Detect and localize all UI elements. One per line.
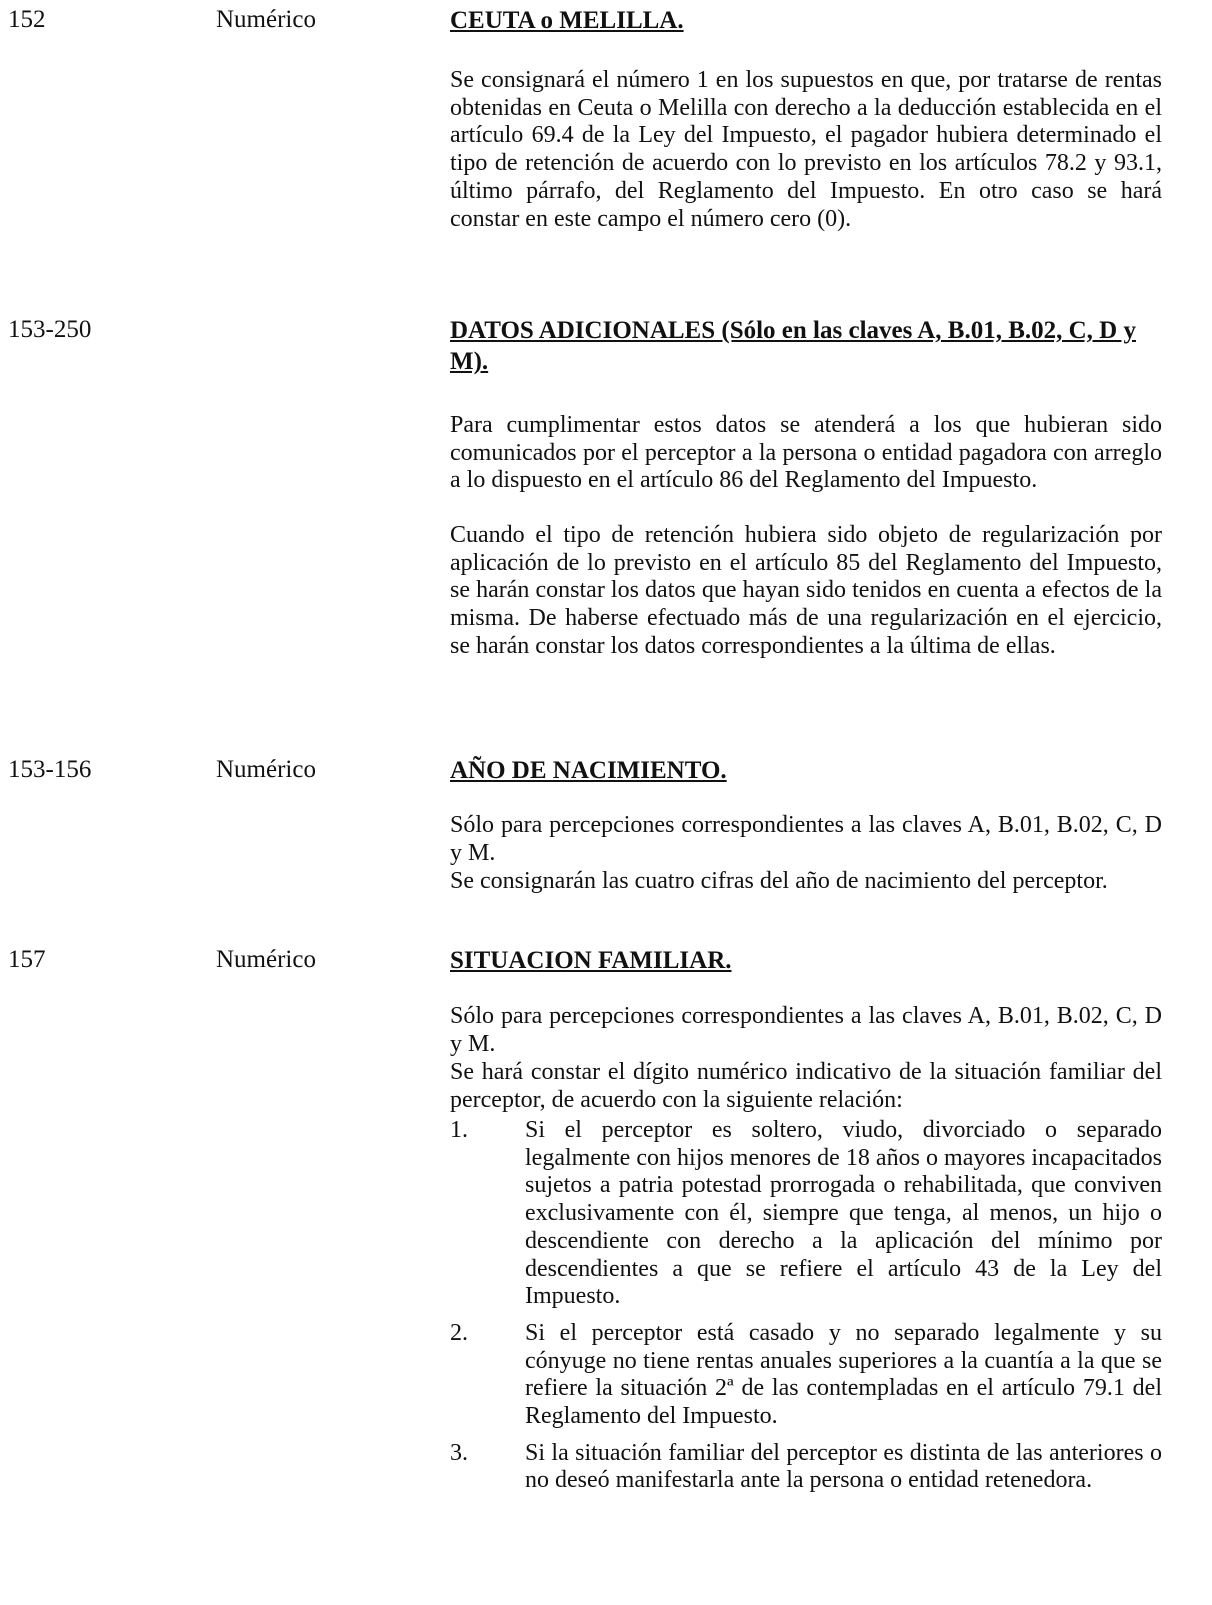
list-number: 1. (450, 1117, 468, 1143)
section-heading: AÑO DE NACIMIENTO. (450, 757, 727, 784)
paragraph: Cuando el tipo de retención hubiera sido objeto de regularización por aplicación de lo previsto en el artículo 85 del Reglamento del Impuesto, se harán constar los datos que hayan sido tenidos en cuenta a efectos de la misma. De haberse efectuado más de una regularización en el ejercicio, se harán constar los datos correspondientes a la última de ellas. (450, 522, 1162, 659)
field-type: Numérico (216, 756, 316, 783)
situation-list (450, 1117, 1162, 1504)
field-position: 153-250 (8, 316, 92, 343)
paragraph: Se consignará el número 1 en los supuestos en que, por tratarse de rentas obtenidas en Ceuta o Melilla con derecho a la deducción establecida en el artículo 69.4 de la Ley del Impuesto, el pagador hubiera determinado el tipo de retención de acuerdo con lo previsto en los artículos 78.2 y 93.1, último párrafo, del Reglamento del Impuesto. En otro caso se hará constar en este campo el número cero (0). (450, 67, 1162, 232)
field-type: Numérico (216, 6, 316, 33)
paragraph: Se hará constar el dígito numérico indicativo de la situación familiar del perceptor, de acuerdo con la siguiente relación: (450, 1059, 1162, 1113)
list-number: 3. (450, 1439, 468, 1466)
paragraph: Sólo para percepciones correspondientes a las claves A, B.01, B.02, C, D y M. (450, 812, 1162, 866)
section-heading: CEUTA o MELILLA. (450, 7, 684, 34)
list-item (450, 1320, 1162, 1431)
list-text: Si el perceptor está casado y no separado legalmente y su cónyuge no tiene rentas anuales superiores a la cuantía a la que se refiere la situación 2ª de las contempladas en el artículo 79.1 del Reglamento del Impuesto. (525, 1319, 1162, 1430)
list-text: Si la situación familiar del perceptor es distinta de las anteriores o no deseó manifestarla ante la persona o entidad retenedora. (525, 1439, 1162, 1494)
list-item (450, 1440, 1162, 1495)
field-position: 157 (8, 946, 46, 973)
paragraph: Para cumplimentar estos datos se atenderá a los que hubieran sido comunicados por el perceptor a la persona o entidad pagadora con arreglo a lo dispuesto en el artículo 86 del Reglamento del Impuesto. (450, 412, 1162, 494)
field-position: 153-156 (8, 756, 92, 783)
section-heading: SITUACION FAMILIAR. (450, 947, 732, 974)
field-position: 152 (8, 6, 46, 33)
list-number: 2. (450, 1319, 468, 1346)
section-heading: DATOS ADICIONALES (Sólo en las claves A, B.01, B.02, C, D y M). (450, 317, 1136, 375)
paragraph: Sólo para percepciones correspondientes a las claves A, B.01, B.02, C, D y M. (450, 1003, 1162, 1057)
list-item (450, 1117, 1162, 1311)
paragraph: Se consignarán las cuatro cifras del año de nacimiento del perceptor. (450, 868, 1108, 894)
list-text: Si el perceptor es soltero, viudo, divorciado o separado legalmente con hijos menores de 18 años o mayores incapacitados sujetos a patria potestad prorrogada o rehabilitada, que conviven exclusivamente con él, siempre que tenga, al menos, un hijo o descendiente con derecho a la aplicación del mínimo por descendientes a que se refiere el artículo 43 de la Ley del Impuesto. (525, 1117, 1162, 1310)
field-type: Numérico (216, 946, 316, 973)
